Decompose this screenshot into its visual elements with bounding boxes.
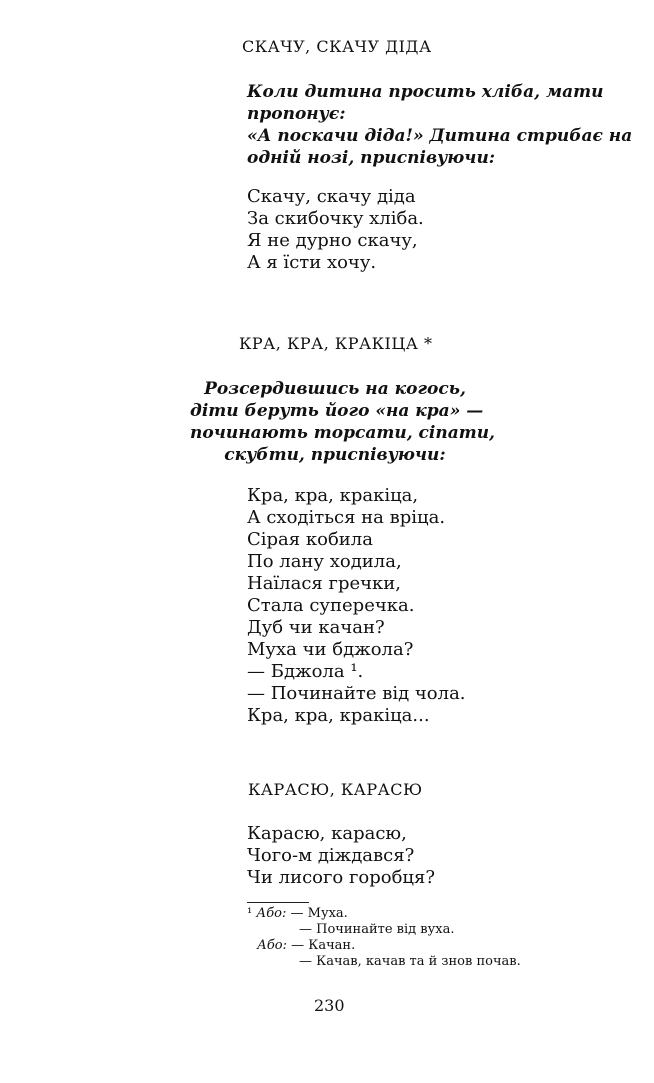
footnote-text: — Починайте від вуха. <box>299 922 455 937</box>
verse-line: — Бджола ¹. <box>247 661 364 682</box>
verse-line: Сірая кобила <box>247 529 373 550</box>
footnote-alt-label: Або: <box>257 938 287 953</box>
verse-line: Стала суперечка. <box>247 595 415 616</box>
intro-line: пропонує: <box>247 104 346 124</box>
verse-skachu <box>247 186 424 274</box>
verse-line: За скибочку хліба. <box>247 208 424 229</box>
section-title-kra: КРА, КРА, КРАКІЦА * <box>239 334 433 353</box>
page-number: 230 <box>314 996 345 1015</box>
intro-line: скубти, приспівуючи: <box>224 445 446 465</box>
verse-line: Чого-м діждався? <box>247 845 415 866</box>
intro-line: діти беруть його «на кра» — <box>190 401 484 421</box>
verse-line: Скачу, скачу діда <box>247 186 416 207</box>
verse-line: Муха чи бджола? <box>247 639 414 660</box>
footnote-line <box>247 906 521 922</box>
section-title-skachu: СКАЧУ, СКАЧУ ДІДА <box>242 37 432 56</box>
verse-line: — Починайте від чола. <box>247 683 466 704</box>
footnote-line <box>247 938 521 954</box>
verse-line: Кра, кра, кракіца... <box>247 705 430 726</box>
footnote-text: — Качав, качав та й знов почав. <box>299 954 521 969</box>
verse-line: Чи лисого горобця? <box>247 867 436 888</box>
section-intro-skachu <box>247 81 632 169</box>
footnote-text: — Качан. <box>291 938 356 953</box>
verse-line: А я їсти хочу. <box>247 252 377 273</box>
footnote-marker: ¹ <box>247 906 253 921</box>
verse-line: Кра, кра, кракіца, <box>247 485 419 506</box>
verse-line: По лану ходила, <box>247 551 402 572</box>
intro-line: Розсердившись на когось, <box>204 379 466 399</box>
verse-line: Наїлася гречки, <box>247 573 401 594</box>
verse-line: А сходіться на вріца. <box>247 507 446 528</box>
intro-line: «А поскачи діда!» Дитина стрибає на <box>247 126 633 146</box>
intro-line: Коли дитина просить хліба, мати <box>247 82 604 102</box>
intro-line: починають торсати, сіпати, <box>190 423 495 443</box>
intro-line: одній нозі, приспівуючи: <box>247 148 496 168</box>
section-intro-kra <box>190 378 495 466</box>
footnote <box>247 906 521 970</box>
verse-line: Дуб чи качан? <box>247 617 385 638</box>
footnote-alt-label: Або: <box>256 906 287 921</box>
footnote-line <box>247 922 521 938</box>
verse-line: Я не дурно скачу, <box>247 230 418 251</box>
verse-line: Карасю, карасю, <box>247 823 407 844</box>
verse-kra <box>247 485 466 727</box>
footnote-text: — Муха. <box>290 906 348 921</box>
footnote-separator <box>247 902 309 903</box>
verse-karasyu <box>247 823 435 889</box>
section-title-karasyu: КАРАСЮ, КАРАСЮ <box>248 780 423 799</box>
footnote-line <box>247 954 521 970</box>
